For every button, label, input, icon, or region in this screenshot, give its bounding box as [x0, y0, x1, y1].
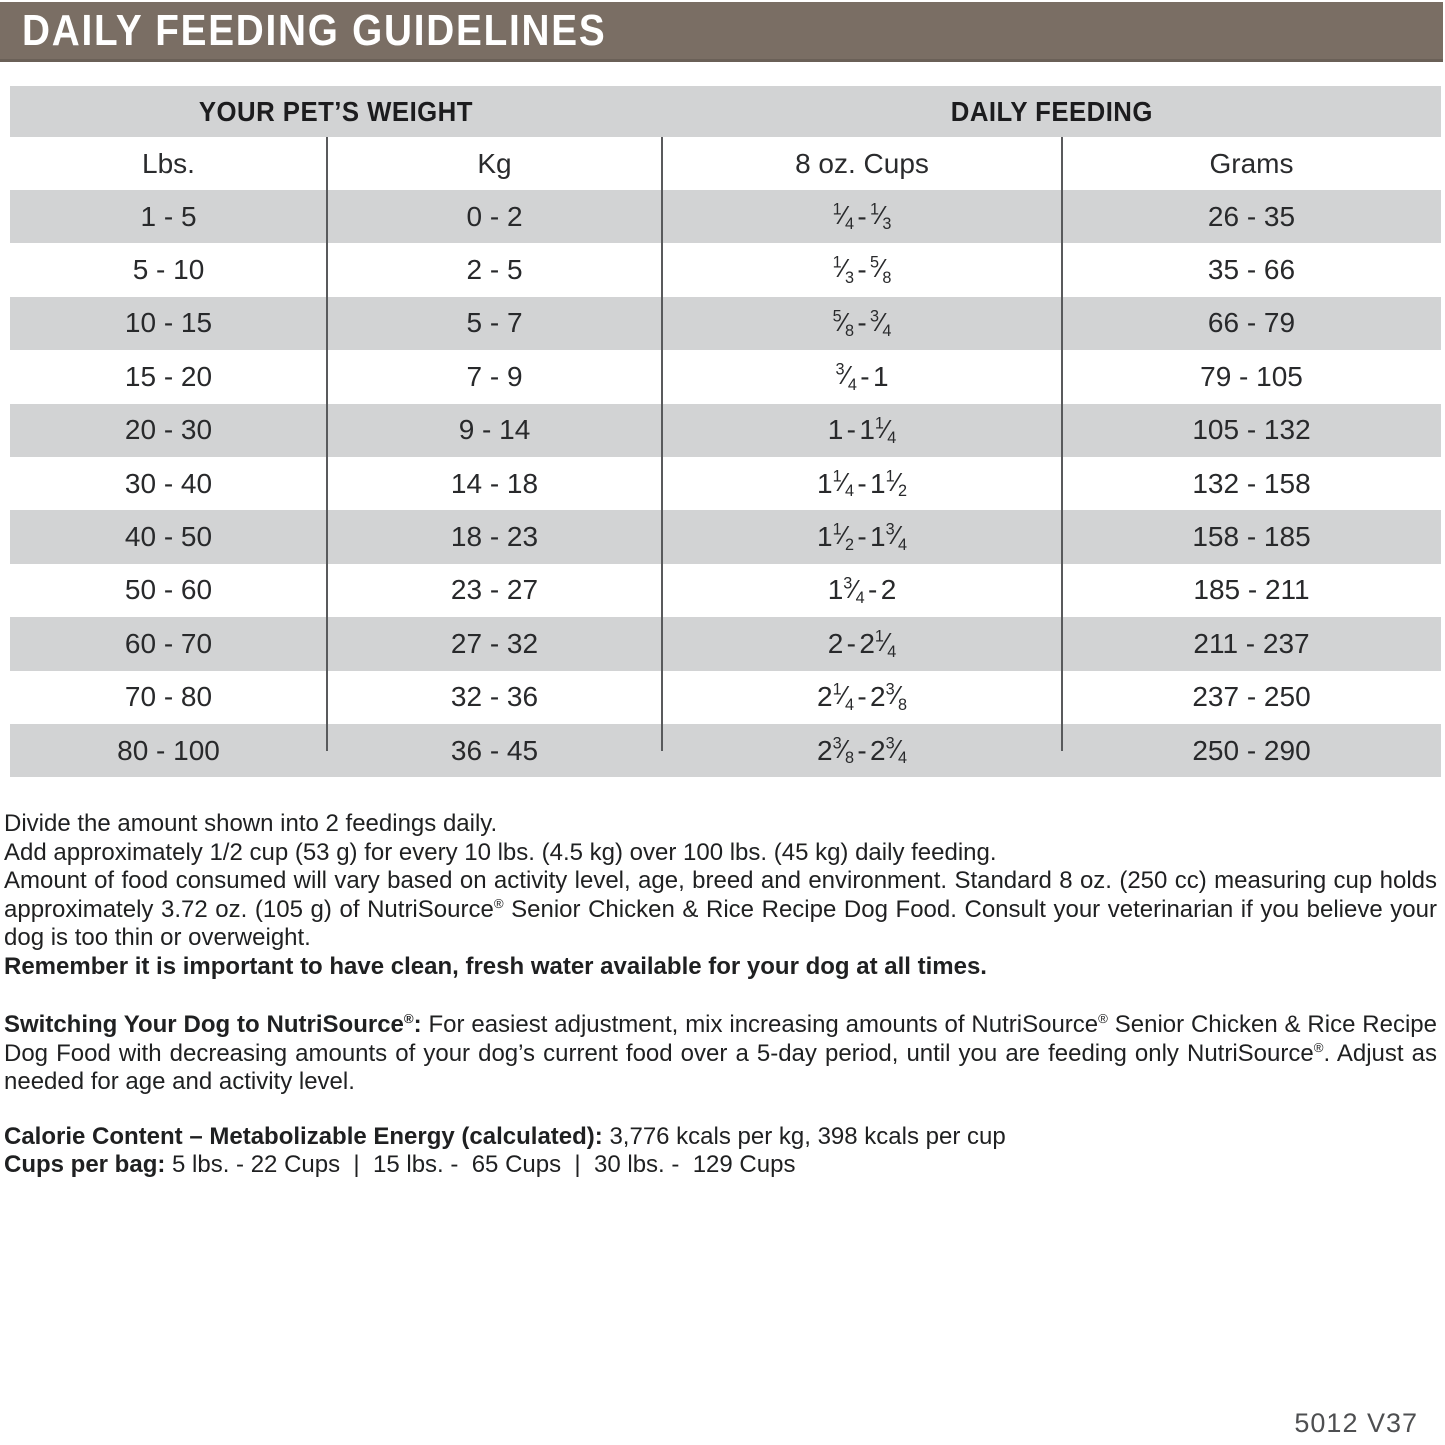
cell-kg: 7 - 9 [466, 360, 523, 392]
feeding-rows [10, 190, 1441, 777]
cell-cups: 1 $^1$⁄4 - 1 $^1$⁄2 [816, 467, 907, 501]
cell-lbs: 10 - 15 [124, 307, 213, 339]
cell-kg: 32 - 36 [450, 681, 539, 713]
column-header-cups: 8 oz. Cups [795, 147, 929, 179]
note-calorie-content: Calorie Content – Metabolizable Energy (calculated): 3,776 kcals per kg, 398 kcals per cup [4, 1122, 1006, 1150]
table-row [10, 243, 1441, 296]
column-divider [1061, 137, 1063, 751]
cell-kg: 18 - 23 [450, 521, 539, 553]
cell-cups: 2 $^3$⁄8 - 2 $^3$⁄4 [816, 734, 907, 768]
cell-grams: 66 - 79 [1207, 307, 1296, 339]
table-row [10, 724, 1441, 777]
column-header-lbs: Lbs. [142, 147, 195, 179]
cell-cups: 1 - 1 $^1$⁄4 [827, 413, 897, 448]
cell-kg: 9 - 14 [458, 414, 531, 446]
cell-grams: 132 - 158 [1192, 467, 1311, 499]
cell-lbs: 5 - 10 [132, 254, 205, 286]
cell-lbs: 20 - 30 [124, 414, 213, 446]
group-header-pet-weight: YOUR PET’S WEIGHT [198, 95, 474, 127]
cell-lbs: 60 - 70 [124, 627, 213, 659]
table-row [10, 617, 1441, 670]
title-bar [0, 2, 1443, 62]
table-row [10, 350, 1441, 403]
table-row [10, 671, 1441, 724]
cell-grams: 105 - 132 [1192, 414, 1311, 446]
column-divider [661, 137, 663, 751]
cell-grams: 79 - 105 [1200, 360, 1303, 392]
note-cups-per-bag: Cups per bag: 5 lbs. - 22 Cups | 15 lbs. - 65 Cups | 30 lbs. - 129 Cups [4, 1151, 796, 1179]
cell-kg: 0 - 2 [466, 200, 523, 232]
feeding-guidelines-label [0, 2, 1445, 1445]
label-version-code: 5012 V37 [1294, 1408, 1418, 1438]
note-switching: Switching Your Dog to NutriSource®: For easiest adjustment, mix increasing amounts of NutriSource® Senior Chicken & Rice Recipe Dog Food with decreasing amounts of your dog’s current food over a 5-day period, until you are feeding only NutriSource®. Adjust as needed for age and activity level. [4, 1011, 1438, 1096]
cell-lbs: 50 - 60 [124, 574, 213, 606]
cell-cups: $^1$⁄3 - $^5$⁄8 [832, 253, 892, 287]
cell-cups: 1 $^3$⁄4 - 2 [827, 573, 897, 608]
column-divider [326, 137, 328, 751]
table-row [10, 190, 1441, 243]
cell-grams: 158 - 185 [1192, 521, 1311, 553]
table-row [10, 510, 1441, 563]
note-amount-varies: Amount of food consumed will vary based on activity level, age, breed and environment. Standard 8 oz. (250 cc) measuring cup holds approximately 3.72 oz. (105 g) of NutriSource® Senior Chicken & Rice Recipe Dog Food. Consult your veterinarian if you believe your dog is too thin or overweight. [4, 867, 1437, 952]
table-column-header-row [10, 137, 1441, 190]
cell-kg: 23 - 27 [450, 574, 539, 606]
cell-lbs: 40 - 50 [124, 521, 213, 553]
cell-grams: 237 - 250 [1192, 681, 1311, 713]
cell-grams: 211 - 237 [1193, 627, 1310, 659]
cell-cups: $^1$⁄4 - $^1$⁄3 [832, 200, 892, 234]
column-header-kg: Kg [477, 147, 512, 179]
feeding-table [10, 86, 1441, 777]
cell-grams: 185 - 211 [1193, 574, 1310, 606]
cell-cups: $^3$⁄4 - 1 [835, 360, 889, 394]
cell-lbs: 15 - 20 [124, 360, 213, 392]
cell-grams: 35 - 66 [1207, 254, 1296, 286]
table-group-header-row [10, 86, 1441, 137]
cell-cups: 2 $^1$⁄4 - 2 $^3$⁄8 [816, 680, 907, 714]
table-row [10, 404, 1441, 457]
note-divide: Divide the amount shown into 2 feedings daily. [4, 810, 498, 838]
table-row [10, 564, 1441, 617]
note-add-half-cup: Add approximately 1/2 cup (53 g) for every 10 lbs. (4.5 kg) over 100 lbs. (45 kg) daily feeding. [4, 838, 997, 866]
cell-lbs: 70 - 80 [124, 681, 213, 713]
cell-cups: 1 $^1$⁄2 - 1 $^3$⁄4 [816, 520, 907, 554]
cell-cups: 2 - 2 $^1$⁄4 [827, 627, 897, 661]
cell-lbs: 80 - 100 [117, 734, 220, 766]
column-header-grams: Grams [1209, 147, 1294, 179]
table-row [10, 457, 1441, 510]
group-header-daily-feeding: DAILY FEEDING [950, 95, 1153, 127]
cell-kg: 36 - 45 [450, 734, 539, 766]
note-fresh-water: Remember it is important to have clean, fresh water available for your dog at all times. [4, 952, 987, 980]
cell-kg: 2 - 5 [466, 254, 523, 286]
cell-kg: 14 - 18 [450, 467, 539, 499]
table-row [10, 297, 1441, 350]
cell-lbs: 1 - 5 [140, 200, 197, 232]
notes-section [4, 810, 1437, 1180]
cell-kg: 5 - 7 [466, 307, 523, 339]
page-title: DAILY FEEDING GUIDELINES [22, 5, 607, 55]
cell-kg: 27 - 32 [450, 627, 539, 659]
cell-cups: $^5$⁄8 - $^3$⁄4 [832, 306, 892, 341]
cell-lbs: 30 - 40 [124, 467, 213, 499]
cell-grams: 26 - 35 [1207, 200, 1296, 232]
cell-grams: 250 - 290 [1192, 734, 1311, 766]
